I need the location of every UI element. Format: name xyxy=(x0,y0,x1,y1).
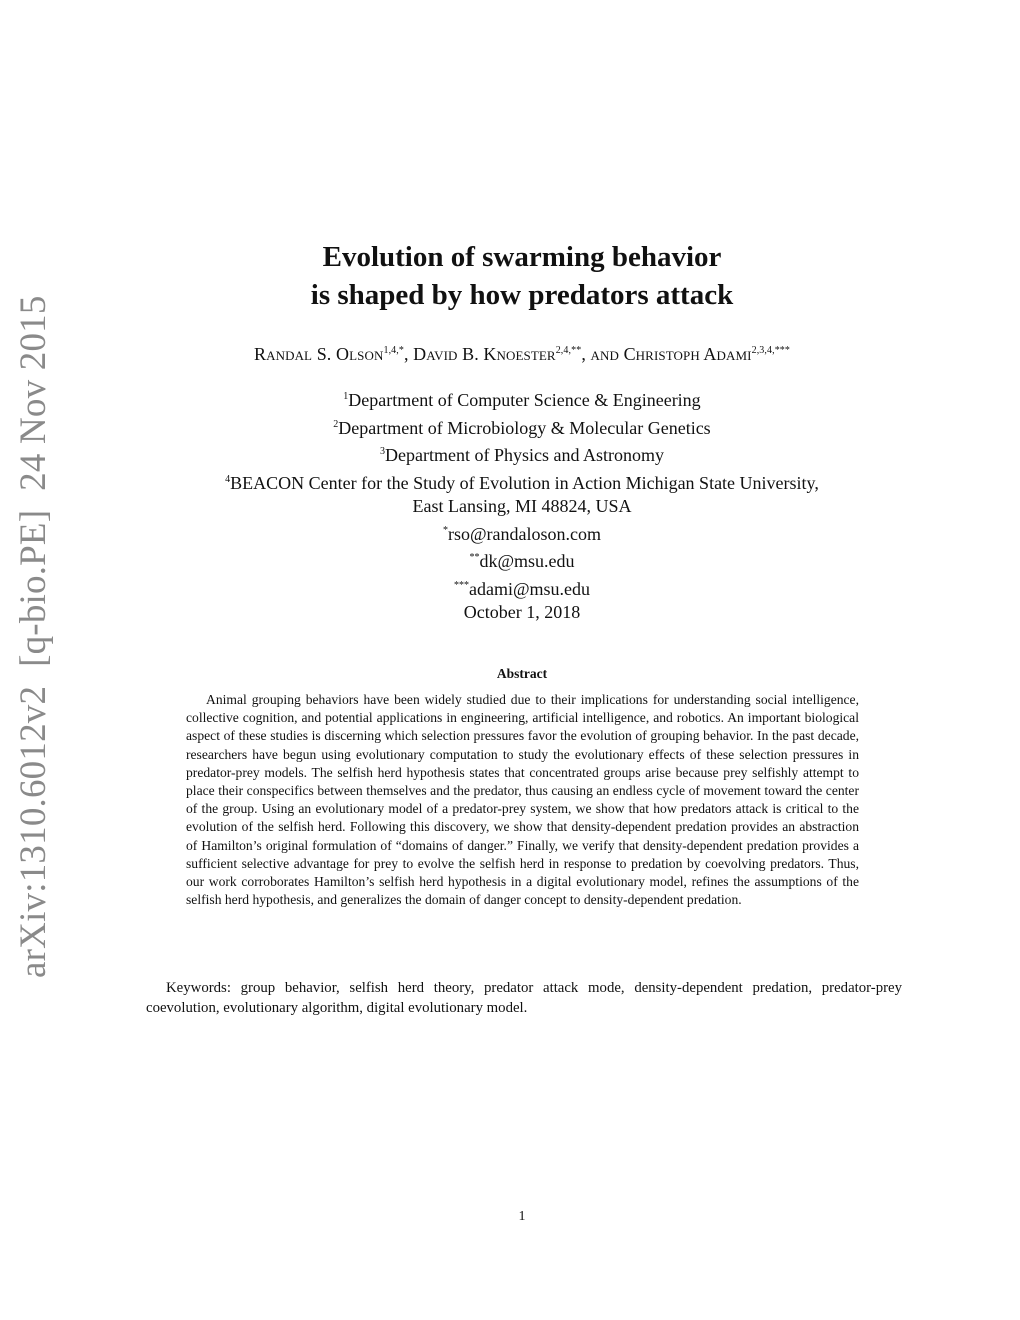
author-name: Randal S. Olson xyxy=(254,344,384,364)
page-number: 1 xyxy=(518,1209,526,1224)
email-line: **dk@msu.edu xyxy=(469,551,575,571)
affiliation-block xyxy=(0,385,1020,601)
abstract-heading: Abstract xyxy=(496,666,548,681)
author-affiliation-marks: 1,4,* xyxy=(383,345,404,356)
title-line-2: is shaped by how predators attack xyxy=(310,279,734,311)
author-separator: , and xyxy=(581,344,624,364)
author-affiliation-marks: 2,4,** xyxy=(555,345,582,356)
email-link[interactable]: rso@randaloson.com xyxy=(447,523,602,544)
author-affiliation-marks: 2,3,4,*** xyxy=(751,345,790,356)
author-separator: , xyxy=(403,344,414,364)
author-list xyxy=(0,344,1020,365)
paper-title xyxy=(0,238,1020,314)
affiliation-line: $^3$Department of Physics and Astronomy xyxy=(380,445,664,465)
address-line: East Lansing, MI 48824, USA xyxy=(412,496,632,516)
email-line: *rso@randaloson.com xyxy=(442,523,602,544)
author-name: Christoph Adami xyxy=(623,344,752,364)
email-link[interactable]: dk@msu.edu xyxy=(479,551,575,571)
email-line: ***adami@msu.edu xyxy=(453,578,591,599)
title-line-1: Evolution of swarming behavior xyxy=(322,241,722,273)
keywords: Keywords: group behavior, selfish herd theory, predator attack mode, density-dependent predation, predator-prey coevolution, evolutionary algorithm, digital evolutionary model. xyxy=(146,980,902,1016)
publication-date: October 1, 2018 xyxy=(463,602,581,622)
affiliation-line: $^4$BEACON Center for the Study of Evolution in Action Michigan State University, xyxy=(225,472,819,493)
affiliation-line: $^2$Department of Microbiology & Molecular Genetics xyxy=(333,417,711,438)
arxiv-identifier-stamp: arXiv:1310.6012v2 [q-bio.PE] 24 Nov 2015 xyxy=(13,295,54,978)
affiliation-line: $^1$Department of Computer Science & Engineering xyxy=(343,390,701,410)
email-link[interactable]: adami@msu.edu xyxy=(468,578,591,599)
author-name: David B. Knoester xyxy=(413,344,556,364)
abstract-body: Animal grouping behaviors have been widely studied due to their implications for understanding social intelligence, collective cognition, and potential applications in engineering, artificial intelligence, and robotics. An important biological aspect of these studies is discerning which selection pressures favor the evolution of grouping behavior. In the past decade, researchers have begun using evolutionary computation to study the evolutionary effects of these selection pressures in predator-prey models. The selfish herd hypothesis states that concentrated groups arise because prey selfishly attempt to place their conspecifics between themselves and the predator, thus causing an endless cycle of movement toward the center of the group. Using an evolutionary model of a predator-prey system, we show that how predators attack is critical to the evolution of the selfish herd. Following this discovery, we show that density-dependent predation provides an abstraction of Hamilton’s original formulation of “domains of danger.” Finally, we verify that density-dependent predation provides a sufficient selective advantage for prey to evolve the selfish herd in response to predation by coevolving predators. Thus, our work corroborates Hamilton’s selfish herd hypothesis in a digital evolutionary model, refines the assumptions of the selfish herd hypothesis, and generalizes the domain of danger concept to density-dependent predation. xyxy=(186,692,859,908)
